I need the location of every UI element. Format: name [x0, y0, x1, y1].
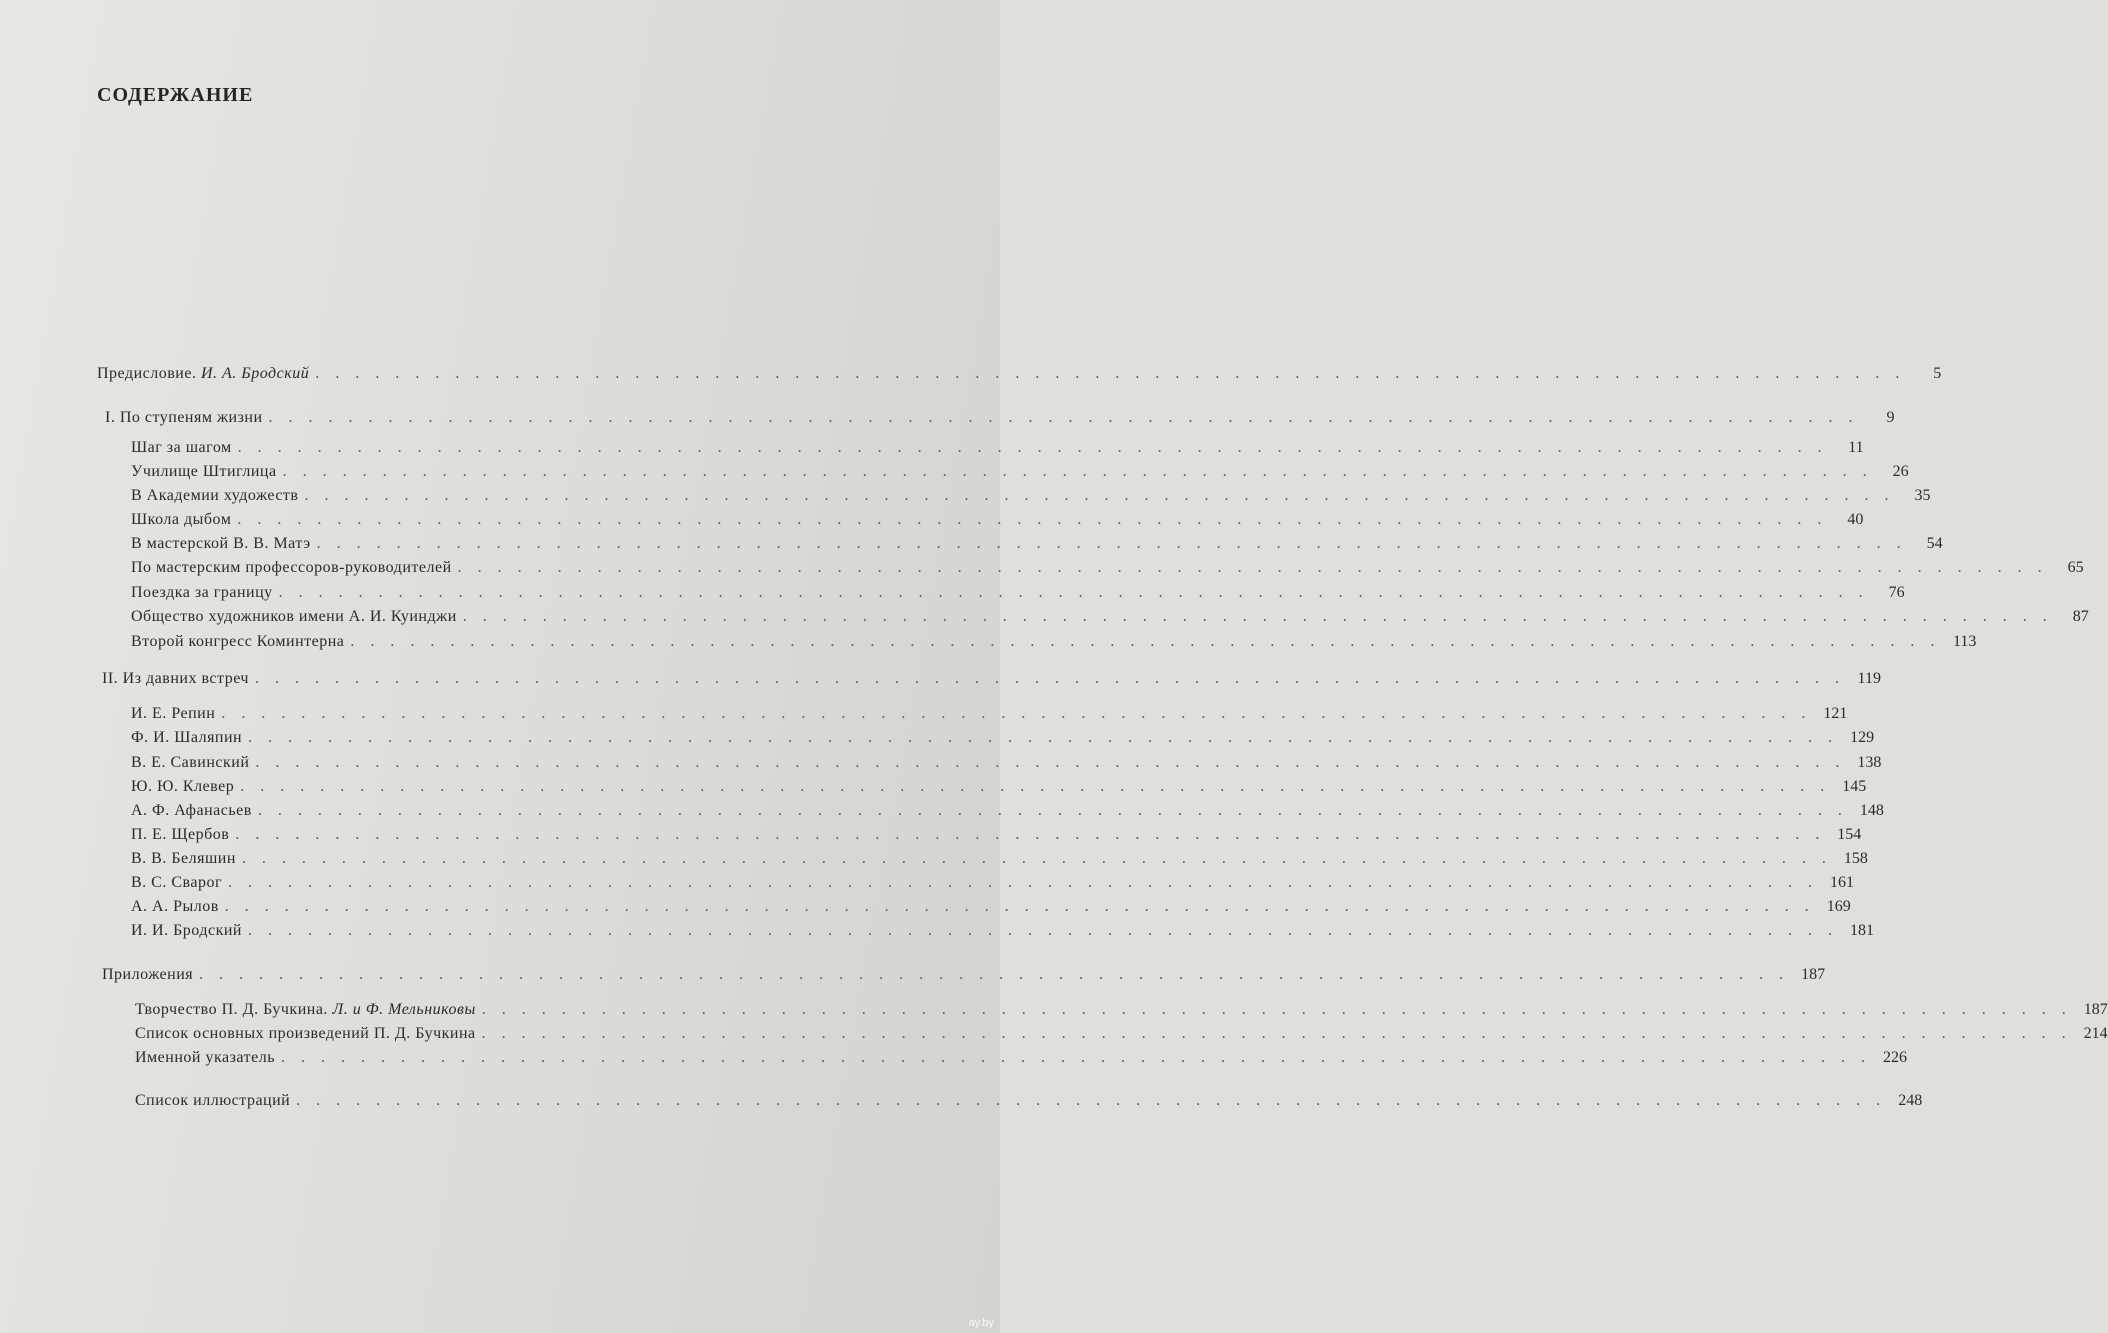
dot-leader: . . . . . . . . . . . . . . . . . . . . . . . . . . . . . . . . . . . . . . . . . . . . . . . . . . . . . . . . . . . . . . . . . . . . . . . . . . . . . . . .: [316, 535, 1907, 552]
toc-entry: [131, 458, 1909, 482]
toc-entry: [135, 1044, 1907, 1068]
toc-entry: [131, 869, 1855, 893]
dot-leader: . . . . . . . . . . . . . . . . . . . . . . . . . . . . . . . . . . . . . . . . . . . . . . . . . . . . . . . . . . . . . . . . . . . . . . . . . . . . . . . .: [462, 608, 2053, 625]
toc-entry-text: Предисловие.: [97, 365, 201, 382]
toc-entry: [131, 724, 1875, 748]
toc-page-number: 226: [1882, 1049, 1907, 1066]
toc-entry-title: [131, 897, 219, 917]
toc-entry: [131, 579, 1905, 603]
toc-entry-text: Школа дыбом: [131, 511, 232, 528]
dot-leader: . . . . . . . . . . . . . . . . . . . . . . . . . . . . . . . . . . . . . . . . . . . . . . . . . . . . . . . . . . . . . . . . . . . . . . . . . . . . . . . .: [278, 584, 1869, 601]
dot-leader: . . . . . . . . . . . . . . . . . . . . . . . . . . . . . . . . . . . . . . . . . . . . . . . . . . . . . . . . . . . . . . . . . . . . . . . . . . . . . . . .: [248, 729, 1839, 746]
dot-leader: . . . . . . . . . . . . . . . . . . . . . . . . . . . . . . . . . . . . . . . . . . . . . . . . . . . . . . . . . . . . . . . . . . . . . . . . . . . . . . . .: [296, 1092, 1887, 1109]
toc-entry-text: Список иллюстраций: [135, 1092, 291, 1109]
dot-leader: . . . . . . . . . . . . . . . . . . . . . . . . . . . . . . . . . . . . . . . . . . . . . . . . . . . . . . . . . . . . . . . . . . . . . . . . . . . . . . . .: [255, 754, 1846, 771]
dot-leader: . . . . . . . . . . . . . . . . . . . . . . . . . . . . . . . . . . . . . . . . . . . . . . . . . . . . . . . . . . . . . . . . . . . . . . . . . . . . . . . .: [268, 409, 1859, 426]
toc-entry-text: П. Е. Щербов: [131, 826, 230, 843]
dot-leader: . . . . . . . . . . . . . . . . . . . . . . . . . . . . . . . . . . . . . . . . . . . . . . . . . . . . . . . . . . . . . . . . . . . . . . . . . . . . . . . .: [221, 705, 1812, 722]
toc-entry-text: И. Е. Репин: [131, 705, 216, 722]
toc-entry-title: [135, 1024, 476, 1044]
toc-page-number: 145: [1842, 778, 1867, 795]
dot-leader: . . . . . . . . . . . . . . . . . . . . . . . . . . . . . . . . . . . . . . . . . . . . . . . . . . . . . . . . . . . . . . . . . . . . . . . . . . . . . . . .: [241, 850, 1832, 867]
toc-entry: [102, 961, 1826, 985]
toc-entry-text: Шаг за шагом: [131, 439, 232, 456]
toc-entry: [135, 1087, 1923, 1111]
toc-page-number: 248: [1898, 1092, 1923, 1109]
toc-entry: [135, 1020, 2108, 1044]
toc-entry-title: [131, 462, 277, 482]
toc-entry-text: А. Ф. Афанасьев: [131, 802, 252, 819]
dot-leader: . . . . . . . . . . . . . . . . . . . . . . . . . . . . . . . . . . . . . . . . . . . . . . . . . . . . . . . . . . . . . . . . . . . . . . . . . . . . . . . .: [315, 365, 1906, 382]
toc-entry-title: [131, 583, 273, 603]
dot-leader: . . . . . . . . . . . . . . . . . . . . . . . . . . . . . . . . . . . . . . . . . . . . . . . . . . . . . . . . . . . . . . . . . . . . . . . . . . . . . . . .: [457, 559, 2048, 576]
toc-entry-title: [131, 921, 242, 941]
toc-page-number: 169: [1826, 898, 1851, 915]
toc-entry: [131, 917, 1874, 941]
page-title: СОДЕРЖАНИЕ: [97, 84, 254, 106]
toc-entry-text: В мастерской В. В. Матэ: [131, 535, 311, 552]
toc-entry-text: В. С. Сварог: [131, 874, 223, 891]
toc-page-number: 161: [1830, 874, 1855, 891]
toc-entry: [131, 821, 1862, 845]
toc-entry-text: Ф. И. Шаляпин: [131, 729, 243, 746]
toc-entry: [131, 773, 1867, 797]
toc-entry-title: [131, 558, 452, 578]
dot-leader: . . . . . . . . . . . . . . . . . . . . . . . . . . . . . . . . . . . . . . . . . . . . . . . . . . . . . . . . . . . . . . . . . . . . . . . . . . . . . . . .: [228, 874, 1819, 891]
toc-entry-text: I. По ступеням жизни: [105, 409, 263, 426]
toc-entry-title: [131, 607, 457, 627]
toc-page-number: 40: [1847, 511, 1864, 528]
toc-entry: [131, 797, 1884, 821]
toc-page-number: 129: [1850, 729, 1875, 746]
toc-entry-text: В. Е. Савинский: [131, 754, 250, 771]
toc-page-number: 26: [1892, 463, 1909, 480]
dot-leader: . . . . . . . . . . . . . . . . . . . . . . . . . . . . . . . . . . . . . . . . . . . . . . . . . . . . . . . . . . . . . . . . . . . . . . . . . . . . . . . .: [481, 1025, 2072, 1042]
dot-leader: . . . . . . . . . . . . . . . . . . . . . . . . . . . . . . . . . . . . . . . . . . . . . . . . . . . . . . . . . . . . . . . . . . . . . . . . . . . . . . . .: [481, 1001, 2072, 1018]
toc-entry-title: [131, 873, 222, 893]
toc-page-number: 11: [1848, 439, 1864, 456]
toc-entry-title: [135, 1048, 275, 1068]
toc-entry: [131, 893, 1851, 917]
toc-entry-text: И. И. Бродский: [131, 922, 242, 939]
toc-entry-author: Л. и Ф. Мельниковы: [332, 1001, 476, 1018]
toc-entry-text: Второй конгресс Коминтерна: [131, 633, 345, 650]
toc-page-number: 65: [2067, 559, 2084, 576]
toc-entry-title: [131, 777, 234, 797]
toc-page-number: 54: [1926, 535, 1943, 552]
toc-entry-title: [102, 965, 193, 985]
toc-entry: [97, 360, 1942, 384]
toc-entry-text: Училище Штиглица: [131, 463, 277, 480]
dot-leader: . . . . . . . . . . . . . . . . . . . . . . . . . . . . . . . . . . . . . . . . . . . . . . . . . . . . . . . . . . . . . . . . . . . . . . . . . . . . . . . .: [304, 487, 1895, 504]
toc-entry-title: [135, 1000, 476, 1020]
toc-page-number: 148: [1859, 802, 1884, 819]
toc-entry: [131, 628, 1977, 652]
toc-page-number: 119: [1857, 670, 1881, 687]
toc-entry: [135, 996, 2108, 1020]
dot-leader: . . . . . . . . . . . . . . . . . . . . . . . . . . . . . . . . . . . . . . . . . . . . . . . . . . . . . . . . . . . . . . . . . . . . . . . . . . . . . . . .: [247, 922, 1838, 939]
dot-leader: . . . . . . . . . . . . . . . . . . . . . . . . . . . . . . . . . . . . . . . . . . . . . . . . . . . . . . . . . . . . . . . . . . . . . . . . . . . . . . . .: [237, 439, 1828, 456]
toc-entry-text: Именной указатель: [135, 1049, 275, 1066]
toc-page-number: 76: [1888, 584, 1905, 601]
toc-entry-title: [135, 1091, 290, 1111]
dot-leader: . . . . . . . . . . . . . . . . . . . . . . . . . . . . . . . . . . . . . . . . . . . . . . . . . . . . . . . . . . . . . . . . . . . . . . . . . . . . . . . .: [282, 463, 1873, 480]
dot-leader: . . . . . . . . . . . . . . . . . . . . . . . . . . . . . . . . . . . . . . . . . . . . . . . . . . . . . . . . . . . . . . . . . . . . . . . . . . . . . . . .: [257, 802, 1848, 819]
toc-page-number: 35: [1914, 487, 1931, 504]
toc-page-number: 187: [1801, 966, 1826, 983]
toc-entry-text: Общество художников имени А. И. Куинджи: [131, 608, 457, 625]
toc-entry-title: [131, 486, 298, 506]
toc-page-number: 5: [1933, 365, 1942, 382]
toc-entry: [131, 845, 1868, 869]
toc-page-number: 9: [1886, 409, 1895, 426]
toc-page-number: 214: [2083, 1025, 2108, 1042]
toc-entry: [131, 434, 1864, 458]
toc-entry: [131, 749, 1882, 773]
toc-entry-title: [131, 704, 215, 724]
toc-entry-title: [105, 408, 263, 428]
toc-entry: [131, 700, 1848, 724]
toc-entry-title: [131, 801, 252, 821]
toc-page-number: 154: [1837, 826, 1862, 843]
toc-entry-title: [131, 849, 236, 869]
toc-page-number: 87: [2072, 608, 2089, 625]
toc-entry-text: А. А. Рылов: [131, 898, 219, 915]
toc-entry-title: [131, 728, 242, 748]
toc-page-number: 187: [2083, 1001, 2108, 1018]
toc-entry-text: Список основных произведений П. Д. Бучкина: [135, 1025, 476, 1042]
watermark: ay.by: [968, 1317, 994, 1329]
toc-entry-title: [102, 669, 249, 689]
toc-entry-title: [131, 534, 311, 554]
toc-entry: [131, 506, 1864, 530]
toc-page-number: 158: [1843, 850, 1868, 867]
dot-leader: . . . . . . . . . . . . . . . . . . . . . . . . . . . . . . . . . . . . . . . . . . . . . . . . . . . . . . . . . . . . . . . . . . . . . . . . . . . . . . . .: [350, 633, 1941, 650]
toc-page-number: 181: [1849, 922, 1874, 939]
toc-entry-title: [131, 510, 231, 530]
toc-entry-title: [131, 825, 229, 845]
toc-entry-text: В Академии художеств: [131, 487, 299, 504]
dot-leader: . . . . . . . . . . . . . . . . . . . . . . . . . . . . . . . . . . . . . . . . . . . . . . . . . . . . . . . . . . . . . . . . . . . . . . . . . . . . . . . .: [237, 511, 1828, 528]
dot-leader: . . . . . . . . . . . . . . . . . . . . . . . . . . . . . . . . . . . . . . . . . . . . . . . . . . . . . . . . . . . . . . . . . . . . . . . . . . . . . . . .: [280, 1049, 1871, 1066]
toc-entry-text: Ю. Ю. Клевер: [131, 778, 235, 795]
toc-entry-text: II. Из давних встреч: [102, 670, 249, 687]
toc-entry-author: И. А. Бродский: [200, 365, 310, 382]
toc-entry: [131, 554, 2084, 578]
toc-entry-text: Приложения: [102, 966, 194, 983]
toc-entry-text: По мастерским профессоров-руководителей: [131, 559, 452, 576]
dot-leader: . . . . . . . . . . . . . . . . . . . . . . . . . . . . . . . . . . . . . . . . . . . . . . . . . . . . . . . . . . . . . . . . . . . . . . . . . . . . . . . .: [240, 778, 1831, 795]
toc-entry-text: Творчество П. Д. Бучкина.: [135, 1001, 333, 1018]
toc-entry-title: [131, 438, 232, 458]
toc-page-number: 121: [1823, 705, 1848, 722]
toc-page-number: 138: [1857, 754, 1882, 771]
toc-entry-title: [131, 632, 344, 652]
toc-entry: [131, 530, 1943, 554]
toc-entry-text: Поездка за границу: [131, 584, 273, 601]
toc-entry-title: [97, 364, 309, 384]
dot-leader: . . . . . . . . . . . . . . . . . . . . . . . . . . . . . . . . . . . . . . . . . . . . . . . . . . . . . . . . . . . . . . . . . . . . . . . . . . . . . . . .: [254, 670, 1845, 687]
toc-entry: [131, 482, 1931, 506]
dot-leader: . . . . . . . . . . . . . . . . . . . . . . . . . . . . . . . . . . . . . . . . . . . . . . . . . . . . . . . . . . . . . . . . . . . . . . . . . . . . . . . .: [199, 966, 1790, 983]
toc-entry-text: В. В. Беляшин: [131, 850, 236, 867]
dot-leader: . . . . . . . . . . . . . . . . . . . . . . . . . . . . . . . . . . . . . . . . . . . . . . . . . . . . . . . . . . . . . . . . . . . . . . . . . . . . . . . .: [235, 826, 1826, 843]
toc-entry: [105, 404, 1895, 428]
toc-entry-title: [131, 753, 249, 773]
toc-page-number: 113: [1952, 633, 1977, 650]
dot-leader: . . . . . . . . . . . . . . . . . . . . . . . . . . . . . . . . . . . . . . . . . . . . . . . . . . . . . . . . . . . . . . . . . . . . . . . . . . . . . . . .: [224, 898, 1815, 915]
toc-entry: [131, 603, 2089, 627]
toc-entry: [102, 665, 1881, 689]
